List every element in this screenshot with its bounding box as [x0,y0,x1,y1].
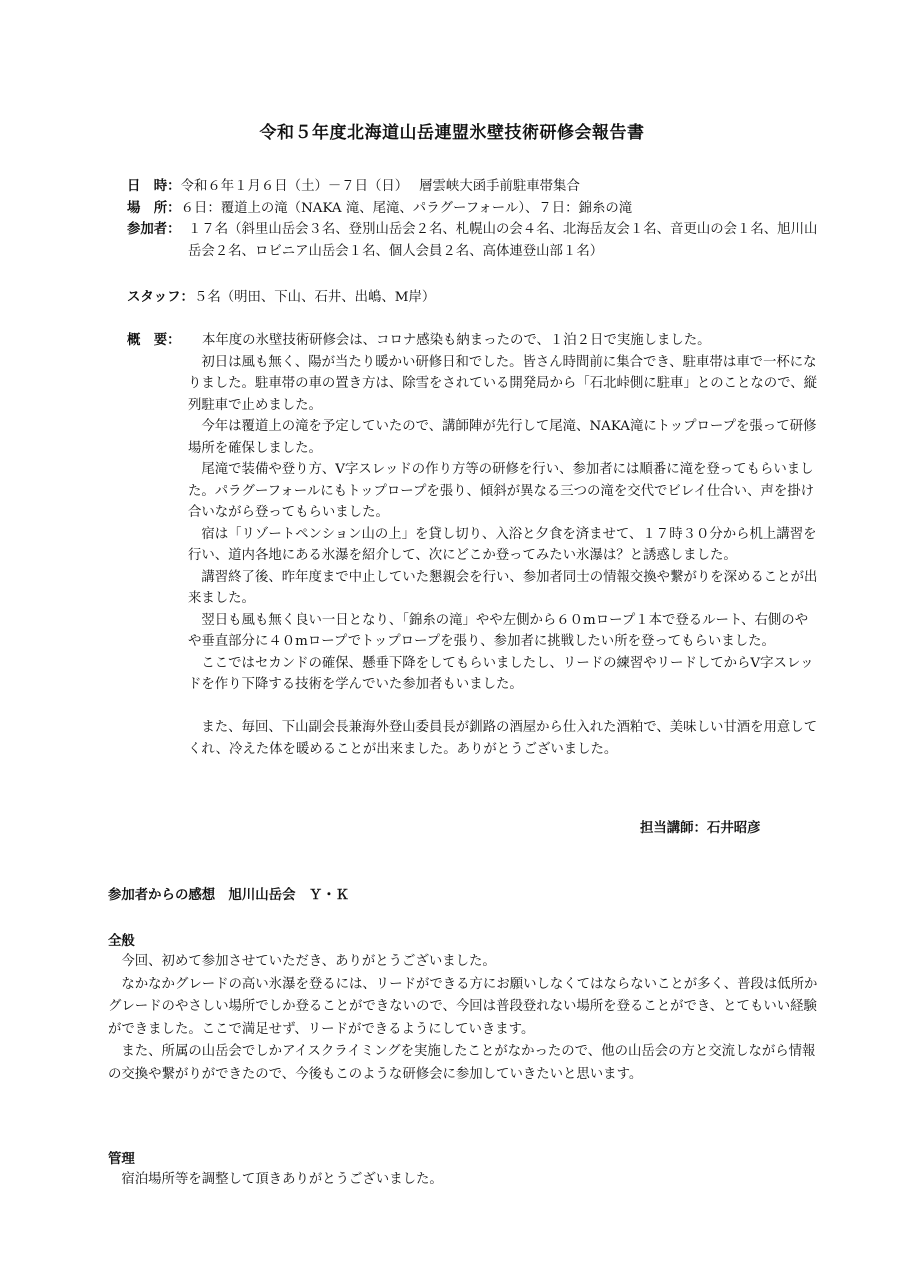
overview-paragraph: 宿は「リゾートペンション山の上」を貸し切り、入浴と夕食を済ませて、１７時３０分から机上講習を行い、道内各地にある氷瀑を紹介して、次にどこか登ってみたい氷瀑は？と誘惑しました。 [188,526,817,563]
participants-value: １７名（斜里山岳会３名、登別山岳会２名、札幌山の会４名、北海岳友会１名、音更山の会１名、旭川山岳会２名、ロビニア山岳会１名、個人会員２名、高体連登山部１名） [188,222,818,259]
place-label: 場 所： [127,201,181,216]
page-title: 令和５年度北海道山岳連盟氷壁技術研修会報告書 [259,123,645,143]
overview-closing: また、毎回、下山副会長兼海外登山委員長が釧路の酒屋から仕入れた酒粕で、美味しい甘酒を用意してくれ、冷えた体を暖めることが出来ました。ありがとうございました。 [188,720,818,757]
general-body [108,951,820,1087]
overview-paragraph: 今年は覆道上の滝を予定していたので、講師陣が先行して尾滝、NAKA滝にトップロープを張って研修場所を確保しました。 [188,419,817,456]
instructor-signature: 担当講師：石井昭彦 [640,821,761,836]
general-paragraph: なかなかグレードの高い氷瀑を登るには、リードができる方にお願いしなくてはならないことが多く、普段は低所かグレードのやさしい場所でしか登ることができないので、今回は普段登れない場所を登ることができ、とてもいい経験ができました。ここで満足せず、リードができるようにしていきます。 [108,976,818,1037]
date-value: 令和６年１月６日（土）－７日（日） 層雲峡大函手前駐車帯集合 [180,179,580,194]
overview-paragraph: 翌日も風も無く良い一日となり、「錦糸の滝」やや左側から６０mロープ１本で登るルート、右側のやや垂直部分に４０mロープでトップロープを張り、参加者に挑戦したい所を登ってもらいました。 [188,612,809,649]
overview-body [188,330,820,760]
management-paragraph: 宿泊場所等を調整して頂きありがとうございました。 [121,1172,443,1187]
management-heading: 管理 [108,1152,135,1167]
overview-paragraph: 講習終了後、昨年度まで中止していた懇親会を行い、参加者同士の情報交換や繋がりを深めることが出来ました。 [188,569,818,606]
overview-paragraph: ここではセカンドの確保、懸垂下降をしてもらいましたし、リードの練習やリードしてからV字スレッドを作り下降する技術を学んでいた参加者もいました。 [188,655,814,692]
overview-paragraph: 尾滝で装備や登り方、V字スレッドの作り方等の研修を行い、参加者には順番に滝を登ってもらいました。パラグーフォールにもトップロープを張り、傾斜が異なる三つの滝を交代でビレイ仕合い、声を掛け合いながら登ってもらいました。 [188,462,815,520]
overview-paragraph: 初日は風も無く、陽が当たり暖かい研修日和でした。皆さん時間前に集合でき、駐車帯は車で一杯になりました。駐車帯の車の置き方は、除雪をされている開発局から「石北峠側に駐車」とのことなので、縦列駐車で止めました。 [188,354,818,413]
overview-label-cell [127,330,181,352]
participants-label-cell [127,219,181,241]
general-paragraph: また、所属の山岳会でしかアイスクライミングを実施したことがなかったので、他の山岳会の方と交流しながら情報の交換や繋がりができたので、今後もこのような研修会に参加していきたいと思います。 [108,1044,816,1082]
staff-value: ５名（明田、下山、石井、出嶋、M岸） [193,290,436,305]
staff-row [127,287,435,309]
general-paragraph: 今回、初めて参加させていただき、ありがとうございました。 [121,954,496,969]
date-row [127,176,580,198]
general-heading: 全般 [108,934,135,949]
management-body [108,1169,820,1192]
participants-label: 参加者： [127,222,181,237]
overview-label: 概 要： [127,333,181,348]
overview-first-line: 本年度の氷壁技術研修会は、コロナ感染も納まったので、１泊２日で実施しました。 [202,333,711,348]
staff-label: スタッフ： [127,290,194,305]
impressions-heading: 参加者からの感想 旭川山岳会 Ｙ・Ｋ [108,888,350,903]
date-label: 日 時： [127,179,181,194]
place-value: ６日：覆道上の滝（NAKA 滝、尾滝、パラグーフォール）、７日：錦糸の滝 [180,201,633,216]
place-row [127,198,632,220]
